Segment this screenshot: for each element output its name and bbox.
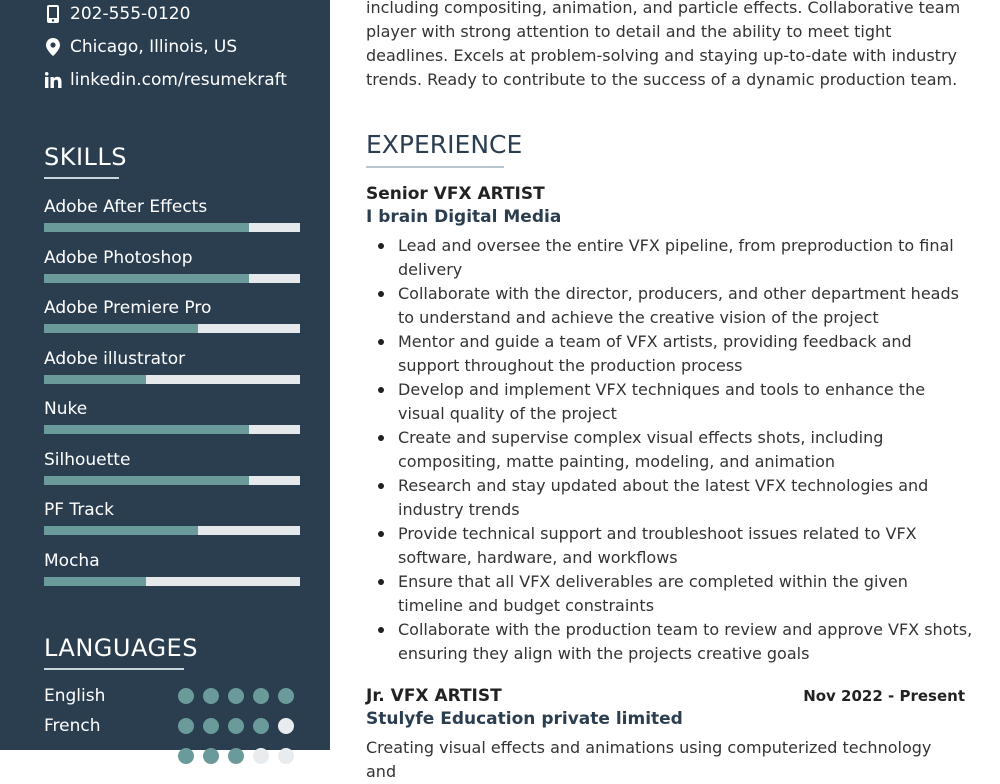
job-bullet: Lead and oversee the entire VFX pipeline, from preproduction to final delivery <box>398 234 973 282</box>
skill-level-bar <box>44 476 300 485</box>
skill-label: Adobe After Effects <box>44 197 208 217</box>
job-title: Jr. VFX ARTIST <box>366 686 502 706</box>
linkedin-icon <box>44 71 62 89</box>
rating-dot <box>278 688 294 704</box>
skill-level-bar <box>44 526 300 535</box>
language-label: English <box>44 686 106 706</box>
rating-dot <box>253 688 269 704</box>
language-item <box>44 684 304 708</box>
skill-level-fill <box>44 476 249 485</box>
skill-label: PF Track <box>44 500 114 520</box>
job-title: Senior VFX ARTIST <box>366 184 545 204</box>
job-description: Creating visual effects and animations using computerized technology and <box>366 738 932 781</box>
job-company: I brain Digital Media <box>366 207 562 227</box>
skill-label: Adobe Premiere Pro <box>44 298 212 318</box>
skill-level-bar <box>44 274 300 283</box>
job-bullet: Create and supervise complex visual effects shots, including compositing, matte painting, modeling, and animation <box>398 426 973 474</box>
job-bullet: Mentor and guide a team of VFX artists, providing feedback and support throughout the production process <box>398 330 973 378</box>
language-rating <box>178 718 303 734</box>
contact-phone <box>44 3 190 25</box>
skill-label: Adobe Photoshop <box>44 248 193 268</box>
skill-level-bar <box>44 577 300 586</box>
language-rating <box>178 748 303 764</box>
language-rating <box>178 688 303 704</box>
experience-underline <box>366 166 504 168</box>
language-item <box>44 744 304 768</box>
skill-item <box>44 398 300 420</box>
skill-level-fill <box>44 577 146 586</box>
job-bullets <box>398 234 973 666</box>
skill-level-fill <box>44 223 249 232</box>
skill-item <box>44 550 300 572</box>
skill-level-bar <box>44 375 300 384</box>
languages-heading: LANGUAGES <box>44 634 198 662</box>
skill-item <box>44 297 300 319</box>
skill-item <box>44 348 300 370</box>
sidebar <box>0 0 330 750</box>
linkedin-text[interactable]: linkedin.com/resumekraft <box>70 70 287 90</box>
phone-icon <box>44 5 62 23</box>
contact-linkedin[interactable] <box>44 69 287 91</box>
contact-location <box>44 36 237 58</box>
skill-item <box>44 247 300 269</box>
job-date: Nov 2022 - Present <box>803 687 965 705</box>
skills-underline <box>44 177 119 179</box>
skill-level-fill <box>44 375 146 384</box>
rating-dot <box>253 718 269 734</box>
job-bullet: Provide technical support and troubleshoot issues related to VFX software, hardware, and workflows <box>398 522 973 570</box>
skill-label: Nuke <box>44 399 88 419</box>
skill-level-fill <box>44 425 249 434</box>
language-label: French <box>44 716 101 736</box>
rating-dot <box>178 748 194 764</box>
summary-text: including compositing, animation, and particle effects. Collaborative team player with strong attention to detail and the ability to meet tight deadlines. Excels at problem-solving and staying up-to-date with industry trends. Ready to contribute to the success of a dynamic production team. <box>366 0 961 89</box>
job-bullet: Collaborate with the production team to review and approve VFX shots, ensuring they align with the projects creative goals <box>398 618 973 666</box>
rating-dot <box>178 718 194 734</box>
rating-dot <box>203 718 219 734</box>
job-bullet: Research and stay updated about the latest VFX technologies and industry trends <box>398 474 973 522</box>
job-bullet: Collaborate with the director, producers, and other department heads to understand and achieve the creative vision of the project <box>398 282 973 330</box>
job-bullet: Ensure that all VFX deliverables are completed within the given timeline and budget constraints <box>398 570 973 618</box>
skill-item <box>44 196 300 218</box>
rating-dot <box>228 748 244 764</box>
rating-dot <box>178 688 194 704</box>
skill-item <box>44 499 300 521</box>
rating-dot <box>278 718 294 734</box>
rating-dot <box>203 748 219 764</box>
skills-heading: SKILLS <box>44 143 128 171</box>
skill-item <box>44 449 300 471</box>
rating-dot <box>203 688 219 704</box>
rating-dot <box>228 718 244 734</box>
skill-level-fill <box>44 526 198 535</box>
skill-level-bar <box>44 425 300 434</box>
rating-dot <box>228 688 244 704</box>
rating-dot <box>253 748 269 764</box>
experience-heading: EXPERIENCE <box>366 130 523 159</box>
location-text: Chicago, Illinois, US <box>70 37 238 57</box>
job-bullet: Develop and implement VFX techniques and tools to enhance the visual quality of the project <box>398 378 973 426</box>
languages-underline <box>44 668 184 670</box>
skill-level-bar <box>44 324 300 333</box>
skill-label: Silhouette <box>44 450 131 470</box>
location-pin-icon <box>44 38 62 56</box>
phone-text: 202-555-0120 <box>70 4 191 24</box>
skill-level-fill <box>44 274 249 283</box>
language-item <box>44 714 304 738</box>
job-company: Stulyfe Education private limited <box>366 709 683 729</box>
rating-dot <box>278 748 294 764</box>
skill-label: Adobe illustrator <box>44 349 186 369</box>
skill-level-bar <box>44 223 300 232</box>
skill-level-fill <box>44 324 198 333</box>
skill-label: Mocha <box>44 551 100 571</box>
